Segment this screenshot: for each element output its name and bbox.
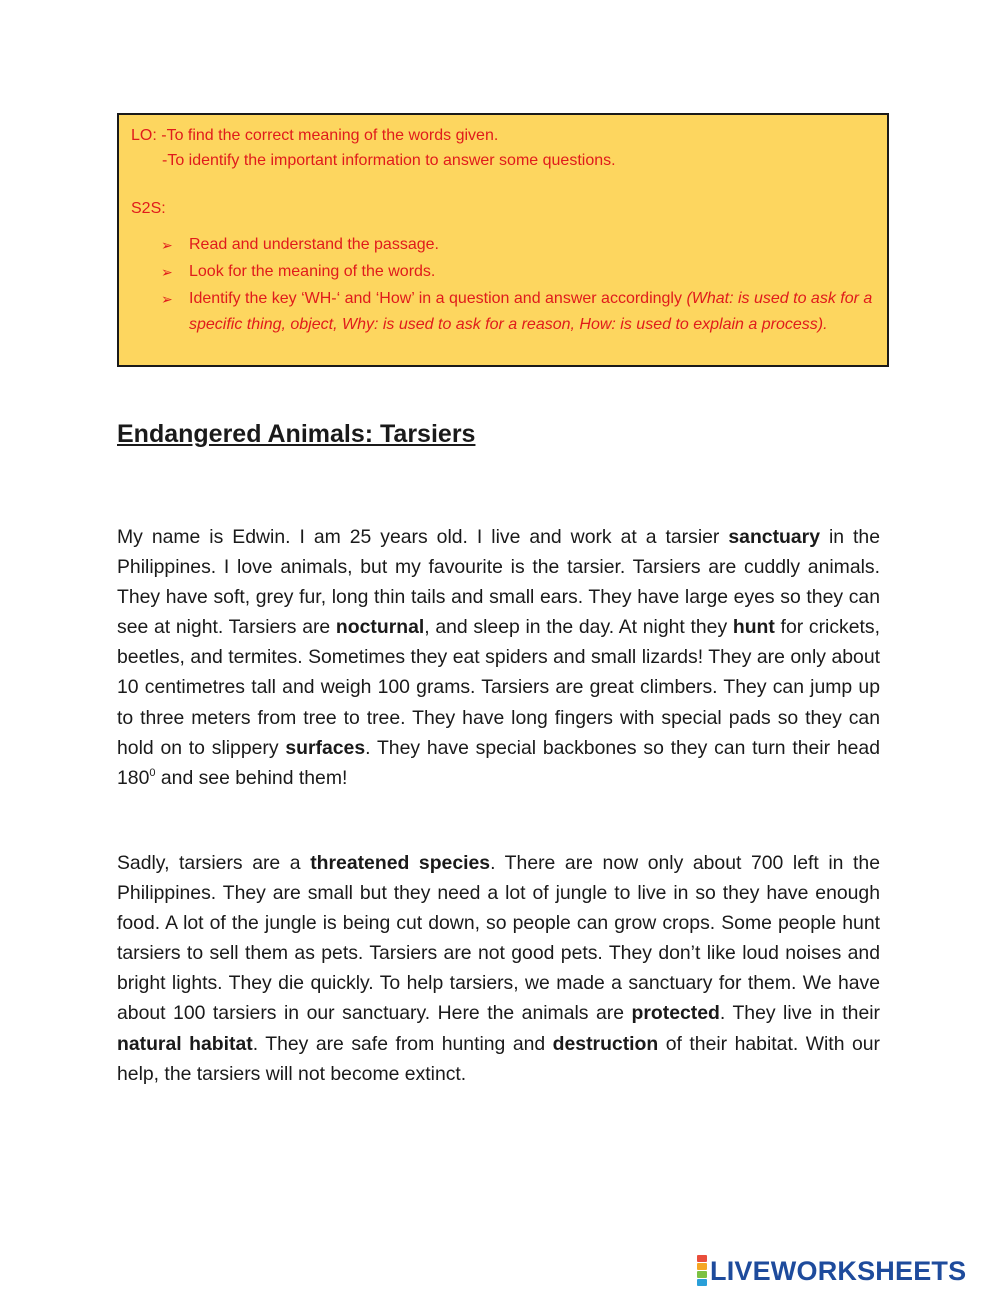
passage-title: Endangered Animals: Tarsiers	[117, 420, 476, 448]
s2s-item-italic-note: (What: is used to ask for a specific thing, object, Why: is used to ask for a reason, How: is used to explain a process).	[189, 290, 873, 333]
text-run: for crickets, beetles, and termites. Sometimes they eat spiders and small lizards! They are only about 10 centimetres tall and weigh 100 grams. Tarsiers are great climbers. They can jump up to three meters from tree to tree. They have long fingers with special pads so they can hold on to slippery	[117, 616, 880, 759]
keyword-hunt: hunt	[732, 616, 775, 639]
s2s-item	[131, 259, 875, 285]
passage-paragraph-2	[117, 848, 880, 1089]
s2s-item-text: Identify the key ‘WH-‘ and ‘How’ in a question and answer accordingly	[189, 290, 687, 307]
text-run: . There are now only about 700 left in the Philippines. They are small but they need a lot of jungle to live in so they have enough food. A lot of the jungle is being cut down, so people can grow crops. Some people hunt tarsiers to sell them as pets. Tarsiers are not good pets. They don’t like loud noises and bright lights. They die quickly. To help tarsiers, we made a sanctuary for them. We have about 100 tarsiers in our sanctuary. Here the animals are	[117, 852, 880, 1025]
keyword-sanctuary: sanctuary	[728, 526, 820, 548]
s2s-item	[131, 286, 875, 338]
logo-block	[697, 1279, 707, 1286]
text-run: in the Philippines. I love animals, but my favourite is the tarsier. Tarsiers are cuddly animals. They have soft, grey fur, long thin tails and small ears. They have large eyes so they can see at night. Tarsiers are	[117, 526, 881, 639]
logo-block	[697, 1271, 707, 1278]
arrow-bullet-icon: ➢	[161, 264, 173, 280]
text-run: . They have special backbones so they can turn their head 180	[117, 736, 880, 789]
s2s-label: S2S:	[131, 200, 166, 217]
liveworksheets-logo	[697, 1256, 966, 1286]
keyword-natural-habitat: natural habitat	[117, 1032, 253, 1055]
logo-text: LIVEWORKSHEETS	[710, 1255, 967, 1286]
arrow-bullet-icon: ➢	[161, 237, 173, 253]
learning-objectives-box	[117, 113, 889, 367]
arrow-bullet-icon: ➢	[161, 291, 173, 307]
text-run: , and sleep in the day. At night they	[424, 616, 733, 639]
passage-paragraph-1	[117, 522, 880, 793]
logo-block	[697, 1263, 707, 1270]
text-run: . They live in their	[719, 1002, 880, 1025]
text-run: . They are safe from hunting and	[252, 1032, 553, 1055]
keyword-nocturnal: nocturnal	[335, 616, 425, 639]
text-run: of their habitat. With our help, the tarsiers will not become extinct.	[117, 1032, 880, 1085]
lo-line-2: -To identify the important information to answer some questions.	[162, 152, 616, 169]
keyword-surfaces: surfaces	[285, 736, 366, 759]
text-run: My name is Edwin. I am 25 years old. I live and work at a tarsier	[117, 526, 729, 548]
s2s-list	[131, 232, 875, 338]
logo-block	[697, 1255, 707, 1262]
keyword-destruction: destruction	[552, 1032, 659, 1055]
keyword-threatened-species: threatened species	[310, 852, 491, 874]
s2s-item-text: Read and understand the passage.	[189, 236, 439, 253]
liveworksheets-logo-icon	[697, 1255, 707, 1287]
s2s-item-text: Look for the meaning of the words.	[189, 263, 436, 280]
lo-line-1: LO: -To find the correct meaning of the words given.	[131, 127, 499, 144]
text-run: Sadly, tarsiers are a	[117, 852, 311, 874]
text-run: and see behind them!	[155, 766, 348, 789]
degree-superscript: 0	[149, 766, 156, 779]
keyword-protected: protected	[631, 1002, 720, 1025]
s2s-item	[131, 232, 875, 258]
